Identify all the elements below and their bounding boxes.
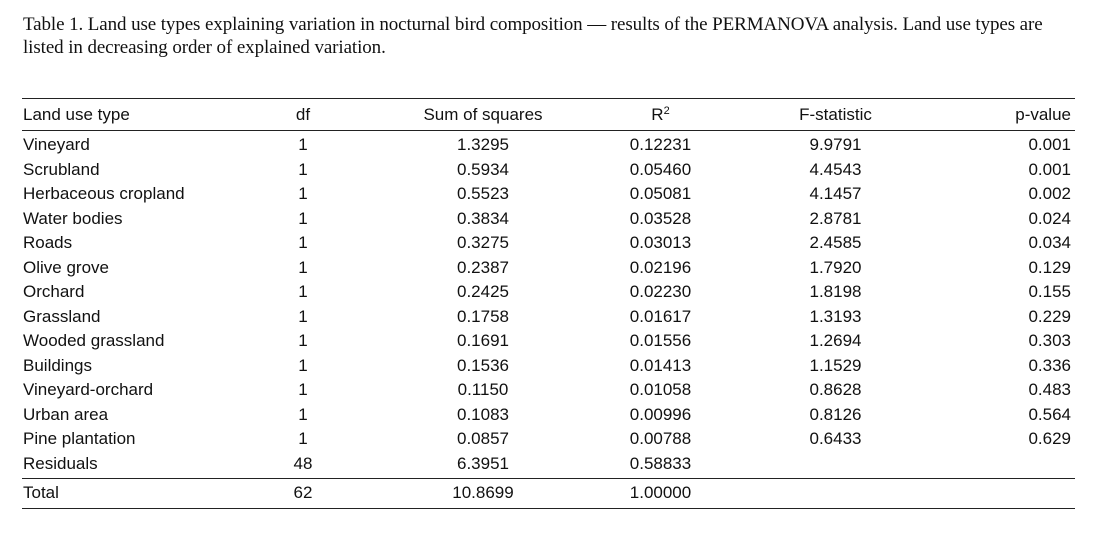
cell-f-statistic: 0.6433	[809, 429, 862, 448]
cell-f-statistic: 1.7920	[809, 257, 862, 277]
cell-land-use-type: Buildings	[23, 355, 92, 375]
cell-df: 1	[298, 404, 308, 424]
header-land-use-type: Land use type	[22, 99, 238, 131]
table-row	[22, 329, 1075, 354]
cell-land-use-type: Water bodies	[23, 208, 123, 228]
permanova-results-table	[22, 98, 1075, 509]
cell-sum-of-squares: 0.1691	[457, 331, 509, 350]
table-row	[22, 280, 1075, 305]
cell-r-squared: 0.03528	[629, 208, 692, 228]
cell-p-value: 0.303	[1028, 331, 1071, 350]
cell-p-value: 0.336	[1028, 355, 1071, 375]
table-row	[22, 182, 1075, 207]
cell-sum-of-squares: 0.2425	[457, 282, 509, 301]
cell-r-squared: 0.02230	[629, 282, 692, 301]
cell-sum-of-squares: 0.2387	[457, 257, 509, 277]
total-row	[22, 478, 1075, 508]
cell-f-statistic: 1.8198	[809, 282, 862, 301]
cell-f-statistic: 4.4543	[809, 159, 862, 179]
header-r-squared	[598, 99, 723, 131]
cell-sum-of-squares: 0.1083	[457, 404, 509, 424]
table-header	[22, 99, 1075, 131]
results-table-container	[22, 98, 1070, 509]
cell-f-statistic: 4.1457	[809, 184, 862, 203]
table-row	[22, 256, 1075, 281]
cell-sum-of-squares: 1.3295	[457, 135, 509, 154]
header-p-value: p-value	[948, 99, 1075, 131]
cell-sum-of-squares: 0.1150	[457, 380, 509, 399]
cell-r-squared: 0.03013	[629, 233, 692, 252]
cell-p-value: 0.024	[1028, 208, 1071, 228]
cell-f-statistic: 1.1529	[809, 355, 862, 375]
total-r-squared: 1.00000	[598, 478, 723, 508]
cell-df: 1	[298, 257, 308, 277]
cell-sum-of-squares: 0.5934	[457, 159, 509, 179]
residuals-sum-of-squares: 6.3951	[368, 452, 598, 479]
total-p-value	[948, 478, 1075, 508]
cell-df: 1	[298, 429, 308, 448]
header-sum-of-squares: Sum of squares	[368, 99, 598, 131]
cell-df: 1	[298, 233, 308, 252]
total-sum-of-squares: 10.8699	[368, 478, 598, 508]
total-df: 62	[238, 478, 368, 508]
cell-df: 1	[298, 184, 308, 203]
cell-f-statistic: 0.8126	[809, 404, 862, 424]
table-row	[22, 207, 1075, 232]
cell-land-use-type: Vineyard-orchard	[23, 380, 154, 399]
cell-sum-of-squares: 0.1536	[457, 355, 509, 375]
header-r-squared-superscript: 2	[663, 104, 670, 117]
table-row	[22, 354, 1075, 379]
cell-f-statistic: 1.3193	[809, 306, 862, 326]
cell-p-value: 0.483	[1028, 380, 1071, 399]
residuals-row	[22, 452, 1075, 479]
cell-sum-of-squares: 0.3834	[457, 208, 509, 228]
cell-land-use-type: Grassland	[23, 306, 101, 326]
table-row	[22, 403, 1075, 428]
cell-r-squared: 0.00788	[629, 429, 692, 448]
cell-land-use-type: Scrubland	[23, 159, 100, 179]
cell-land-use-type: Urban area	[23, 404, 109, 424]
table-body	[22, 131, 1075, 509]
cell-df: 1	[298, 331, 308, 350]
cell-r-squared: 0.02196	[629, 257, 692, 277]
cell-df: 1	[298, 282, 308, 301]
cell-sum-of-squares: 0.5523	[457, 184, 509, 203]
header-df: df	[238, 99, 368, 131]
cell-df: 1	[298, 380, 308, 399]
table-row	[22, 378, 1075, 403]
cell-f-statistic: 0.8628	[809, 380, 862, 399]
cell-df: 1	[298, 306, 308, 326]
cell-df: 1	[298, 355, 308, 375]
header-f-statistic: F-statistic	[723, 99, 948, 131]
residuals-df: 48	[238, 452, 368, 479]
cell-f-statistic: 2.4585	[809, 233, 862, 252]
cell-p-value: 0.129	[1028, 257, 1071, 277]
cell-r-squared: 0.01058	[629, 380, 692, 399]
cell-sum-of-squares: 0.3275	[457, 233, 509, 252]
cell-f-statistic: 2.8781	[809, 208, 862, 228]
cell-land-use-type: Vineyard	[23, 135, 90, 154]
cell-p-value: 0.229	[1028, 306, 1071, 326]
table-row	[22, 131, 1075, 158]
cell-r-squared: 0.01556	[629, 331, 692, 350]
cell-p-value: 0.002	[1028, 184, 1071, 203]
cell-land-use-type: Pine plantation	[23, 429, 136, 448]
residuals-p-value	[948, 452, 1075, 479]
total-f-statistic	[723, 478, 948, 508]
cell-r-squared: 0.12231	[629, 135, 692, 154]
cell-land-use-type: Orchard	[23, 282, 85, 301]
cell-p-value: 0.564	[1028, 404, 1071, 424]
residuals-r-squared: 0.58833	[598, 452, 723, 479]
cell-df: 1	[298, 208, 308, 228]
cell-r-squared: 0.00996	[629, 404, 692, 424]
cell-p-value: 0.034	[1028, 233, 1071, 252]
total-name: Total	[22, 478, 238, 508]
cell-sum-of-squares: 0.0857	[457, 429, 509, 448]
table-row	[22, 158, 1075, 183]
cell-land-use-type: Roads	[23, 233, 73, 252]
cell-p-value: 0.629	[1028, 429, 1071, 448]
cell-r-squared: 0.01617	[629, 306, 692, 326]
cell-r-squared: 0.05460	[629, 159, 692, 179]
table-row	[22, 305, 1075, 330]
residuals-name: Residuals	[22, 452, 238, 479]
cell-land-use-type: Wooded grassland	[23, 331, 165, 350]
cell-sum-of-squares: 0.1758	[457, 306, 509, 326]
header-r-squared-base: R	[651, 104, 664, 124]
cell-p-value: 0.001	[1028, 135, 1071, 154]
residuals-f-statistic	[723, 452, 948, 479]
cell-p-value: 0.155	[1028, 282, 1071, 301]
cell-df: 1	[298, 135, 308, 154]
cell-f-statistic: 1.2694	[809, 331, 862, 350]
cell-r-squared: 0.01413	[629, 355, 692, 375]
table-row	[22, 427, 1075, 452]
cell-f-statistic: 9.9791	[809, 135, 862, 154]
cell-land-use-type: Herbaceous cropland	[23, 184, 185, 203]
cell-df: 1	[298, 159, 308, 179]
header-row	[22, 99, 1075, 131]
cell-r-squared: 0.05081	[629, 184, 692, 203]
table-caption: Table 1. Land use types explaining variation in nocturnal bird composition — results of the PERMANOVA analysis. Land use types are listed in decreasing order of explained variation.	[23, 14, 1043, 58]
table-row	[22, 231, 1075, 256]
cell-p-value: 0.001	[1028, 159, 1071, 179]
cell-land-use-type: Olive grove	[23, 257, 109, 277]
